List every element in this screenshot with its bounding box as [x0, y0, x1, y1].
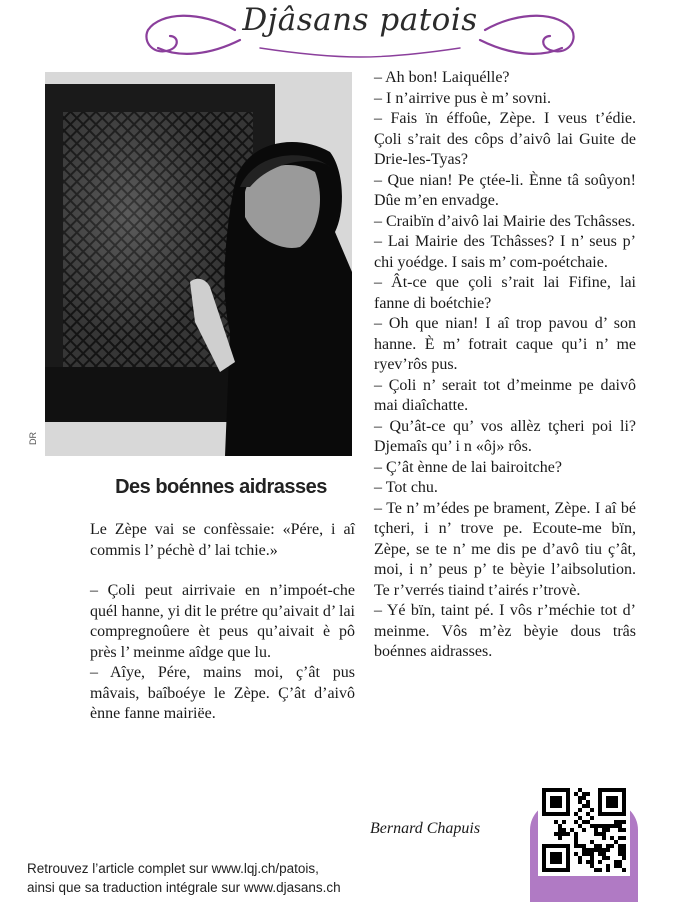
dialogue-line: – Yé bïn, taint pé. I vôs r’méchie tot d’ meinme. Vôs m’èz bèyie dous trâs boénnes aidrasses. [374, 602, 636, 660]
dialogue-line: – Te n’ m’édes pe brament, Zèpe. I aî bé tçheri, i n’ trove pe. Ecoute-me bïn, Zèpe, se te n’ me dis pe d’avô tiu ç’ât, moi, i n’ peus p’ te bèyie l’aibsolution. Te r’verrés tiaind t’airés r’trovè. [374, 499, 636, 599]
dialogue-line: – Ç’ât ènne de lai bairoitche? [374, 458, 562, 476]
article-column-left [90, 520, 355, 725]
dialogue-line: – Çoli n’ serait tot d’meinme pe daivô mai diaîchatte. [374, 376, 636, 414]
dialogue-line: – Fais ïn éffoûe, Zèpe. I veus t’édie. Çoli s’rait des côps d’aivô lai Guite de Drie-les-Tyas? [374, 110, 636, 168]
masthead-title: Djâsans patois [242, 2, 478, 38]
paragraph: Le Zèpe vai se confèssaie: «Pére, i aî commis l’ péchè d’ lai tchie.» [90, 521, 355, 559]
photo-credit: DR [28, 432, 38, 445]
author-byline: Bernard Chapuis [370, 820, 481, 837]
qr-block [530, 780, 640, 900]
dialogue-line: – Oh que nian! I aî trop pavou d’ son hanne. È m’ fotrait caque qu’i n’ me ryev’rôs pus. [374, 315, 636, 373]
dialogue-line: – Ah bon! Laiquélle? [374, 69, 510, 86]
dialogue-line: – Craibïn d’aivô lai Mairie des Tchâsses. [374, 212, 636, 230]
masthead [140, 0, 580, 62]
footer-note [27, 859, 341, 897]
confessional-image [45, 72, 352, 456]
dialogue-line: – Qu’ât-ce qu’ vos allèz tçheri poi li? Djemaîs qu’ i n «ôj» rôs. [374, 417, 636, 455]
dialogue-line: – I n’airrive pus è m’ sovni. [374, 89, 551, 107]
dialogue-line: – Ât-ce que çoli s’rait lai Fifine, lai fanne di boétchie? [374, 274, 636, 312]
footer-line: ainsi que sa traduction intégrale sur www.djasans.ch [27, 880, 341, 895]
article-photo [45, 72, 352, 456]
dialogue-line: – Lai Mairie des Tchâsses? I n’ seus p’ chi yoédge. I sais m’ com-poétchaie. [374, 233, 636, 271]
article-headline: Des boénnes aidrasses [115, 476, 327, 498]
article-column-right [374, 68, 636, 663]
paragraph: – Aîye, Pére, mains moi, ç’ât pus mâvais, baîboéye le Zèpe. Ç’ât d’aivô ènne fanne mairiëe. [90, 664, 355, 722]
footer-line: Retrouvez l’article complet sur www.lqj.ch/patois, [27, 861, 319, 876]
paragraph: – Çoli peut airrivaie en n’impoét-che quél hanne, yi dit le prétre qu’aivait d’ lai compregnoûere èt peus qu’aivait è pô près l’ meinme aîdge que lu. [90, 582, 355, 661]
dialogue-line: – Que nian! Pe çtée-li. Ènne tâ soûyon! Dûe m’en envadge. [374, 171, 636, 209]
dialogue-line: – Tot chu. [374, 479, 438, 496]
qr-code-icon[interactable] [538, 784, 630, 876]
